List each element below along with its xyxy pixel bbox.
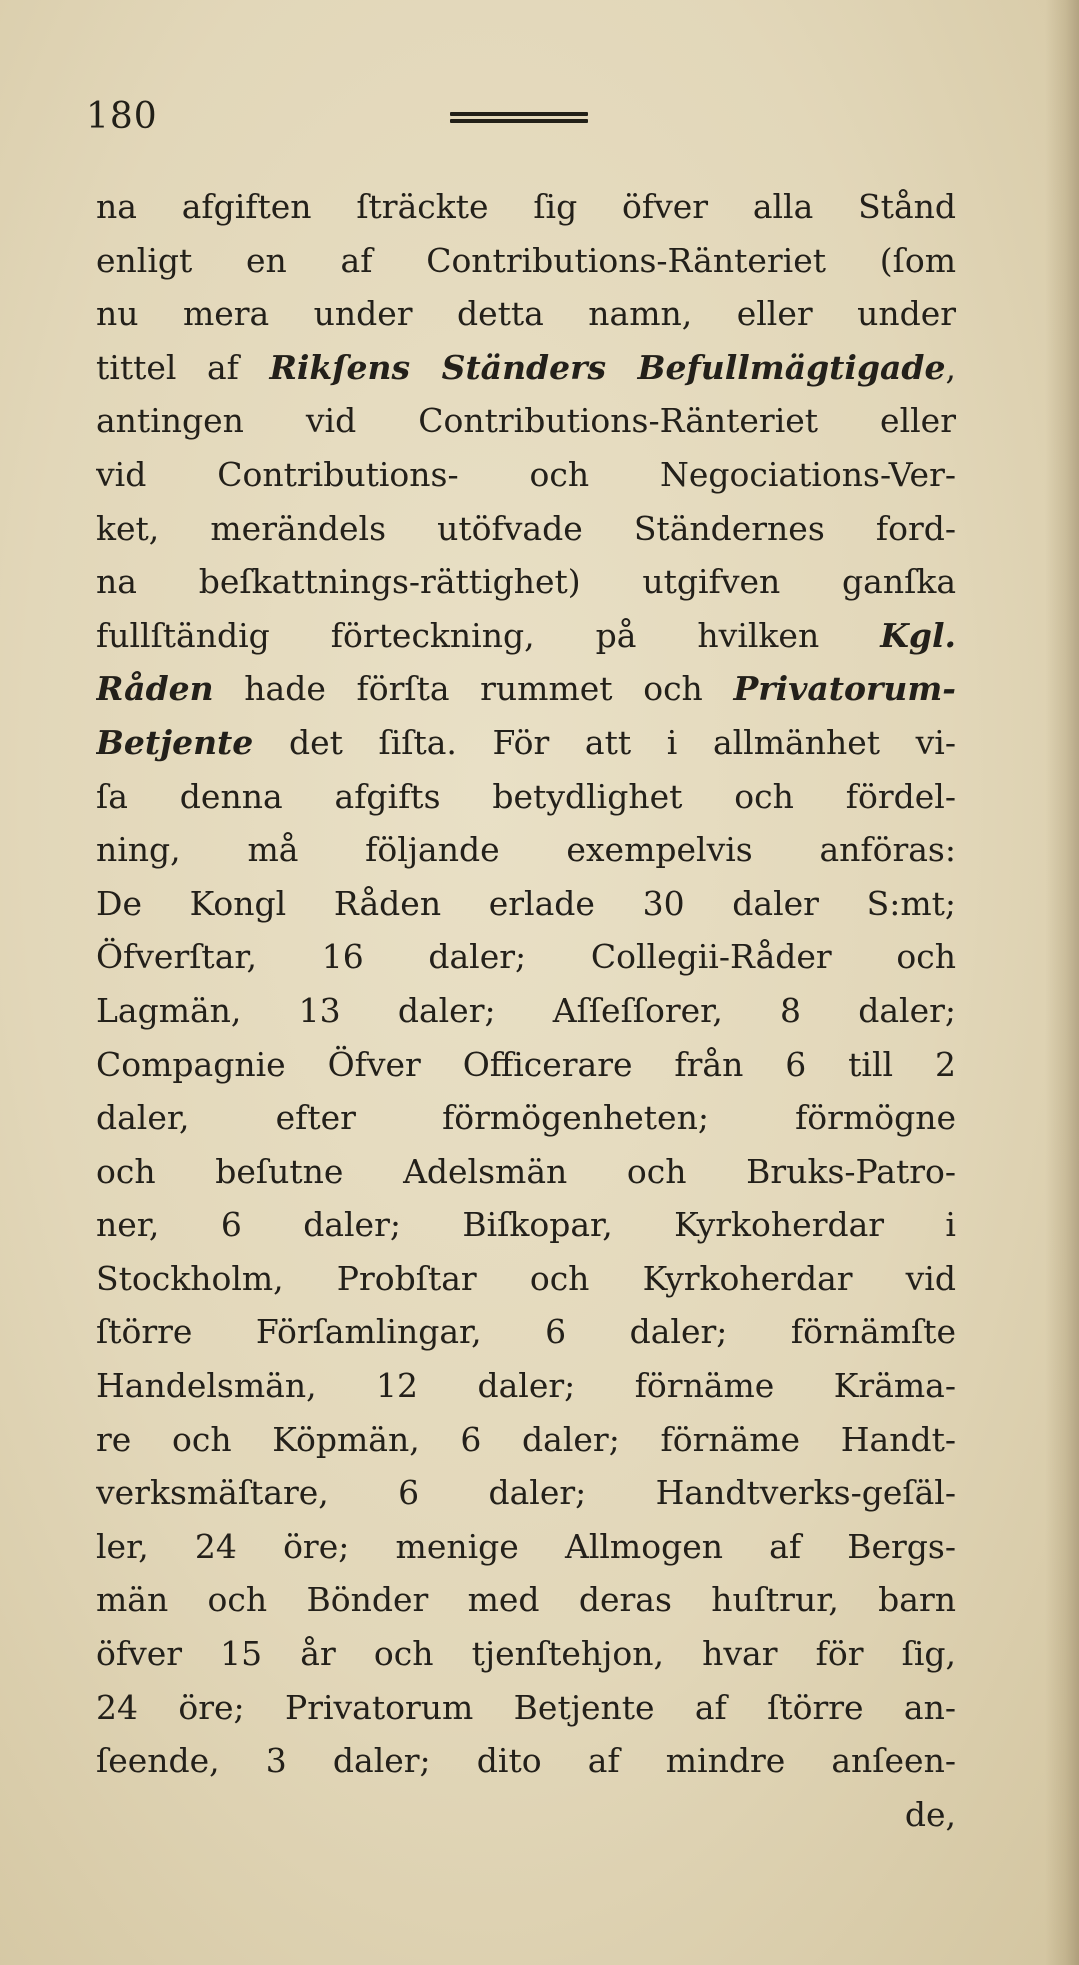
text-line: [96, 1573, 956, 1627]
text-run: re och Köpmän, 6 daler; förnäme Handt-: [96, 1419, 956, 1459]
text-line: [96, 1359, 956, 1413]
text-line: [96, 930, 956, 984]
text-run: fullſtändig förteckning, på hvilken: [96, 615, 881, 655]
text-run: antingen vid Contributions-Ränteriet eller: [96, 401, 956, 441]
text-line: [96, 1734, 956, 1788]
text-line: [96, 770, 956, 824]
text-run: ner, 6 daler; Biſkopar, Kyrkoherdar i: [96, 1205, 956, 1245]
text-line: [96, 662, 956, 716]
text-run: ſa denna afgifts betydlighet och fördel-: [96, 776, 956, 816]
text-run: ſeende, 3 daler; dito af mindre anſeen-: [96, 1741, 956, 1781]
text-line: [96, 1038, 956, 1092]
text-run: Handelsmän, 12 daler; förnäme Kräma-: [96, 1366, 956, 1406]
text-line: [96, 287, 956, 341]
text-run: och beſutne Adelsmän och Bruks-Patro-: [96, 1151, 956, 1191]
text-run: Stockholm, Probſtar och Kyrkoherdar vid: [96, 1258, 956, 1298]
text-line: [96, 1252, 956, 1306]
text-line: [96, 1520, 956, 1574]
text-run: Lagmän, 13 daler; Aſſeſſorer, 8 daler;: [96, 990, 956, 1030]
text-line: [96, 502, 956, 556]
text-line: [96, 341, 956, 395]
text-line: [96, 1681, 956, 1735]
text-run: hade förſta rummet och: [213, 669, 734, 709]
text-run: nu mera under detta namn, eller under: [96, 294, 956, 334]
text-run: ſtörre Förſamlingar, 6 daler; förnämſte: [96, 1312, 956, 1352]
text-run: na afgiften ſträckte ſig öfver alla Stånd: [96, 187, 956, 226]
text-line: [96, 1466, 956, 1520]
text-run: män och Bönder med deras huſtrur, barn: [96, 1580, 956, 1620]
text-run: enligt en af Contributions-Ränteriet (ſom: [96, 240, 956, 280]
text-line: [96, 180, 956, 234]
text-run: Compagnie Öfver Officerare från 6 till 2: [96, 1044, 956, 1084]
text-line: [96, 1145, 956, 1199]
catchword: de,: [904, 1794, 956, 1834]
header-ornament-rule: [450, 112, 588, 126]
text-run: det ſiſta. För att i allmänhet vi-: [253, 722, 956, 762]
text-line: [96, 823, 956, 877]
text-run: ler, 24 öre; menige Allmogen af Bergs-: [96, 1526, 956, 1566]
text-run: na beſkattnings-rättighet) utgifven ganſka: [96, 562, 956, 602]
text-line: [96, 1413, 956, 1467]
text-run: ning, må följande exempelvis anföras:: [96, 830, 956, 870]
body-text: [96, 180, 956, 1841]
text-run: ,: [945, 347, 956, 387]
italic-text: Kgl.: [880, 615, 956, 655]
ornament-bar-top: [450, 112, 588, 116]
page-edge-shadow: [1045, 0, 1079, 1965]
text-line: [96, 984, 956, 1038]
text-line: [96, 1198, 956, 1252]
page-number: 180: [86, 96, 158, 137]
text-run: De Kongl Råden erlade 30 daler S:mt;: [96, 883, 956, 923]
text-line: [96, 394, 956, 448]
text-line: [96, 609, 956, 663]
text-run: öfver 15 år och tjenſtehjon, hvar för ſig,: [96, 1634, 956, 1674]
text-line: [96, 448, 956, 502]
text-run: tittel af: [96, 347, 270, 387]
text-run: daler, efter förmögenheten; förmögne: [96, 1098, 956, 1138]
text-line: [96, 716, 956, 770]
text-line: [96, 234, 956, 288]
text-line: [96, 1091, 956, 1145]
ornament-bar-bottom: [450, 119, 588, 123]
italic-text: Råden: [96, 669, 214, 709]
text-line: [96, 555, 956, 609]
text-run: ket, merändels utöfvade Ständernes ford-: [96, 508, 956, 548]
text-line: [96, 1627, 956, 1681]
italic-text: Privatorum-: [733, 669, 956, 709]
text-run: verksmäſtare, 6 daler; Handtverks-geſäl-: [96, 1473, 956, 1513]
text-run: Öfverſtar, 16 daler; Collegii-Råder och: [96, 937, 956, 977]
text-line: [96, 1305, 956, 1359]
text-line: [96, 877, 956, 931]
text-run: 24 öre; Privatorum Betjente af ſtörre an-: [96, 1687, 956, 1727]
italic-text: Rikſens Ständers Befullmägtigade: [269, 347, 946, 387]
text-run: vid Contributions- och Negociations-Ver-: [96, 454, 956, 494]
italic-text: Betjente: [96, 722, 254, 762]
